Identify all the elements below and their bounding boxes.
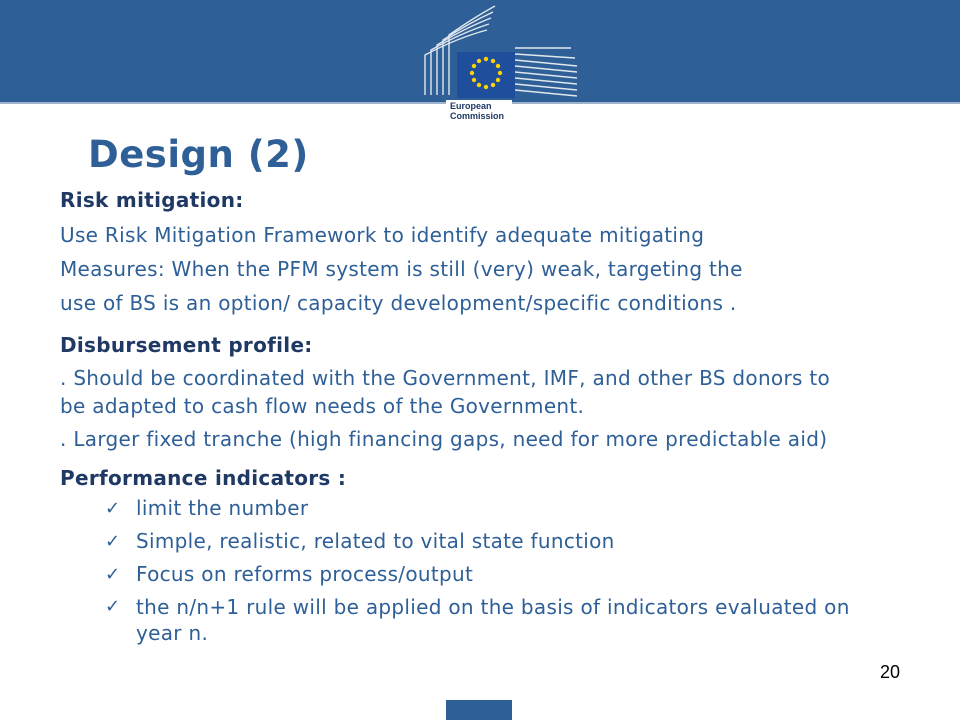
checkmark-icon: ✓ [105,564,121,585]
logo-line-european: European [450,101,492,111]
slide-content [60,186,860,652]
disbursement-item-1: . Should be coordinated with the Government, IMF, and other BS donors to be adapted to cash flow needs of the Government. [60,366,831,418]
list-item [60,561,860,588]
risk-line-1: Use Risk Mitigation Framework to identify adequate mitigating [60,223,705,247]
disbursement-item-2: . Larger fixed tranche (high financing gaps, need for more predictable aid) [60,427,828,451]
risk-line-3: use of BS is an option/ capacity development/specific conditions . [60,291,737,315]
list-item [60,594,860,646]
checkmark-icon: ✓ [105,498,121,519]
risk-heading: Risk mitigation: [60,188,244,212]
risk-line-2: Measures: When the PFM system is still (very) weak, targeting the [60,257,743,281]
performance-item-label: limit the number [136,496,309,520]
list-item [60,528,860,555]
performance-heading: Performance indicators : [60,466,347,490]
footer-bar [446,700,512,720]
list-item [60,495,860,522]
performance-item-label: Simple, realistic, related to vital state function [136,529,615,553]
performance-item-label: Focus on reforms process/output [136,562,474,586]
page-number: 20 [880,662,901,682]
logo-line-commission: Commission [450,111,505,121]
performance-list [60,495,860,646]
performance-item-label: the n/n+1 rule will be applied on the basis of indicators evaluated on year n. [136,595,850,645]
logo-text [450,101,504,121]
checkmark-icon: ✓ [105,596,121,617]
disbursement-heading: Disbursement profile: [60,333,313,357]
slide-title: Design (2) [88,133,309,176]
checkmark-icon: ✓ [105,531,121,552]
